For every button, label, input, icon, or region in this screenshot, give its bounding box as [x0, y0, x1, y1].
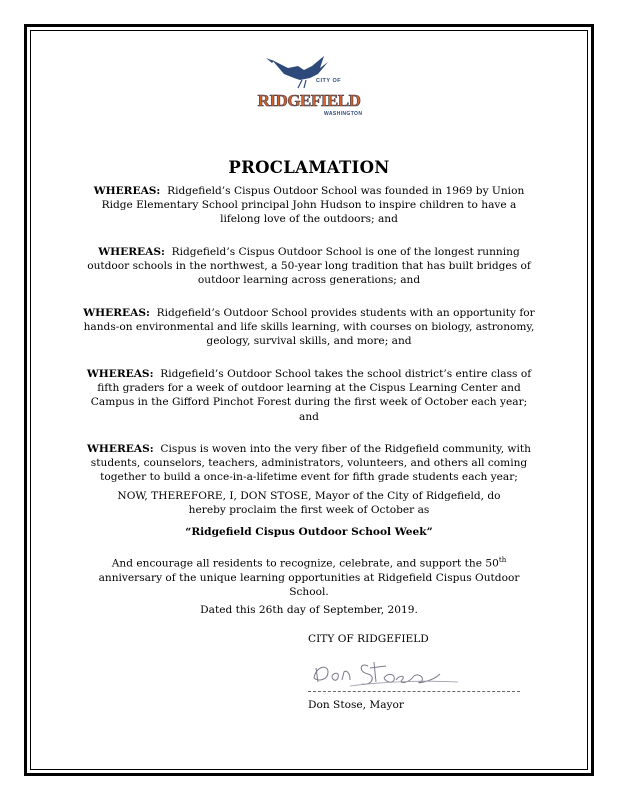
whereas-text: Cispus is woven into the very fiber of the Ridgefield community, with students, counselors, teachers, administrators, volunteers, and others all coming together to build a once-in-a-lifetime event for fifth grade students each year; [90, 443, 531, 484]
whereas-lead: WHEREAS: [86, 368, 154, 380]
whereas-lead: WHEREAS: [87, 443, 154, 455]
whereas-text: Ridgefield’s Cispus Outdoor School is one of the longest running outdoor schools in the northwest, a 50-year long tradition that has built bridges of outdoor learning across generations; and [87, 246, 531, 287]
week-name-text: “Ridgefield Cispus Outdoor School Week” [185, 526, 433, 538]
encourage-paragraph [82, 553, 536, 599]
whereas-text: Ridgefield’s Cispus Outdoor School was founded in 1969 by Union Ridge Elementary School principal John Hudson to inspire children to have a lifelong love of the outdoors; and [101, 185, 525, 226]
whereas-paragraph-3 [82, 306, 536, 349]
whereas-lead: WHEREAS: [98, 246, 165, 258]
whereas-paragraph-2 [82, 245, 536, 288]
logo-name: RIDGEFIELD [257, 91, 361, 110]
encourage-sup: th [498, 556, 507, 564]
logo-city-of: CITY OF [316, 78, 342, 84]
now-therefore-paragraph: NOW, THEREFORE, I, DON STOSE, Mayor of the City of Ridgefield, do hereby proclaim the first week of October as [117, 490, 501, 517]
logo-state: WASHINGTON [324, 111, 363, 117]
city-logo [254, 52, 364, 134]
handwritten-signature [310, 652, 460, 692]
whereas-lead: WHEREAS: [83, 307, 150, 319]
signature-name-title: Don Stose, Mayor [308, 699, 404, 711]
encourage-text-2: anniversary of the unique learning opportunities at Ridgefield Cispus Outdoor School. [98, 571, 520, 598]
week-name [82, 525, 536, 539]
whereas-text: Ridgefield’s Outdoor School takes the school district’s entire class of fifth graders for a week of outdoor learning at the Cispus Learning Center and Campus in the Gifford Pinchot Forest during the first week of October each year; and [90, 368, 532, 423]
whereas-text: Ridgefield’s Outdoor School provides students with an opportunity for hands-on environmental and life skills learning, with courses on biology, astronomy, geology, survival skills, and more; and [83, 307, 535, 348]
page-title: PROCLAMATION [228, 158, 390, 177]
whereas-paragraph-5 [82, 442, 536, 485]
signature-org: CITY OF RIDGEFIELD [308, 633, 429, 645]
whereas-lead: WHEREAS: [93, 185, 161, 197]
signature-line [308, 691, 520, 692]
encourage-text-1: And encourage all residents to recognize, celebrate, and support the 50 [111, 557, 499, 570]
whereas-paragraph-1 [82, 184, 536, 227]
whereas-paragraph-4 [82, 367, 536, 424]
dated-line: Dated this 26th day of September, 2019. [200, 604, 418, 616]
